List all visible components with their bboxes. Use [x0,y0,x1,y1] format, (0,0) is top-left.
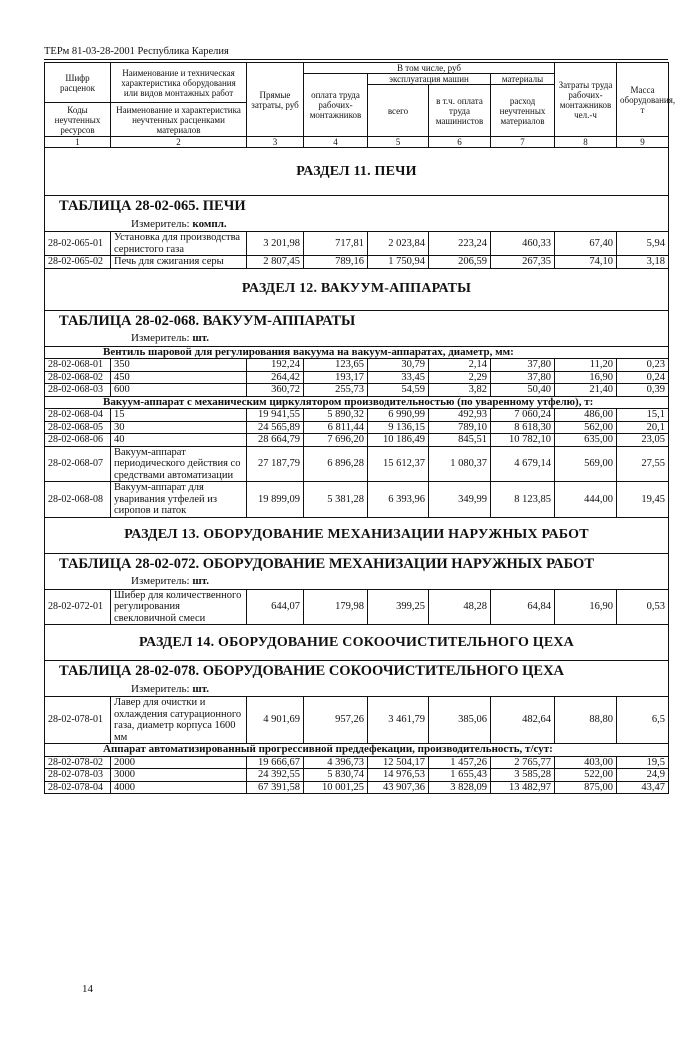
cell-materials: 7 060,24 [491,409,555,422]
cell-machines: 6 393,96 [368,482,429,518]
cell-description: 2000 [111,756,247,769]
cell-machines: 43 907,36 [368,781,429,794]
cell-direct: 19 899,09 [247,482,304,518]
cell-machines: 9 136,15 [368,421,429,434]
cell-mass: 20,1 [617,421,669,434]
subheader-row [45,744,669,757]
cell-materials: 8 123,85 [491,482,555,518]
cell-mass: 6,5 [617,697,669,744]
cell-materials: 2 765,77 [491,756,555,769]
cell-labor: 7 696,20 [304,434,368,447]
table-row [45,384,669,397]
cell-driver: 1 457,26 [429,756,491,769]
cell-direct: 67 391,58 [247,781,304,794]
cell-mass: 27,55 [617,446,669,482]
cell-labor: 5 830,74 [304,769,368,782]
col-header-driver: в т.ч. оплата труда машинистов [429,85,491,137]
cell-code: 28-02-068-08 [45,482,111,518]
col-number-9: 9 [617,137,669,148]
cell-direct: 192,24 [247,359,304,372]
unit-row [45,332,669,346]
subheader-row [45,346,669,359]
section-title: РАЗДЕЛ 11. ПЕЧИ [45,148,669,196]
cell-labor: 789,16 [304,256,368,269]
unit-value: шт. [192,332,209,344]
col-header-total: всего [368,85,429,137]
cell-code: 28-02-068-01 [45,359,111,372]
table-row [45,769,669,782]
cell-hours: 635,00 [555,434,617,447]
cell-materials: 50,40 [491,384,555,397]
cell-description: Шибер для количественного регулирования свекловичной смеси [111,589,247,625]
col-header-incl: В том числе, руб [304,63,555,74]
cell-materials: 3 585,28 [491,769,555,782]
cell-description: 600 [111,384,247,397]
unit-value: шт. [192,682,209,695]
subheader-row [45,396,669,409]
cell-machines: 1 750,94 [368,256,429,269]
cell-machines: 2 023,84 [368,232,429,256]
cell-hours: 444,00 [555,482,617,518]
cell-code: 28-02-068-03 [45,384,111,397]
col-number-5: 5 [368,137,429,148]
cell-direct: 264,42 [247,371,304,384]
col-header-materials: материалы [491,74,555,85]
table-title: ТАБЛИЦА 28-02-065. ПЕЧИ [45,196,669,218]
cell-driver: 492,93 [429,409,491,422]
cell-code: 28-02-068-06 [45,434,111,447]
col-header-mass: Масса оборудования, т [617,63,669,137]
col-header-unaccounted: расход неучтенных материалов [491,85,555,137]
cell-direct: 19 666,67 [247,756,304,769]
cell-hours: 21,40 [555,384,617,397]
cell-labor: 5 890,32 [304,409,368,422]
cell-materials: 10 782,10 [491,434,555,447]
cell-driver: 385,06 [429,697,491,744]
cell-hours: 562,00 [555,421,617,434]
table-row [45,756,669,769]
unit-label: Измеритель: [131,575,190,587]
col-number-1: 1 [45,137,111,148]
cell-code: 28-02-068-07 [45,446,111,482]
group-subheader: Вакуум-аппарат с механическим циркулятором производительностью (по уваренному утфелю), т: [45,396,669,409]
col-number-4: 4 [304,137,368,148]
cell-mass: 23,05 [617,434,669,447]
table-row [45,434,669,447]
cell-machines: 399,25 [368,589,429,625]
cell-hours: 88,80 [555,697,617,744]
table-title-row [45,661,669,683]
cell-driver: 1 655,43 [429,769,491,782]
table-row [45,589,669,625]
cell-code: 28-02-078-01 [45,697,111,744]
cell-driver: 48,28 [429,589,491,625]
cell-materials: 482,64 [491,697,555,744]
cell-description: Печь для сжигания серы [111,256,247,269]
cell-machines: 30,79 [368,359,429,372]
cell-machines: 12 504,17 [368,756,429,769]
cell-driver: 2,14 [429,359,491,372]
cell-description: 15 [111,409,247,422]
cell-description: 450 [111,371,247,384]
cell-direct: 4 901,69 [247,697,304,744]
col-number-8: 8 [555,137,617,148]
cell-mass: 0,23 [617,359,669,372]
cell-materials: 13 482,97 [491,781,555,794]
cell-hours: 67,40 [555,232,617,256]
cell-description: 40 [111,434,247,447]
table-row [45,409,669,422]
cell-mass: 43,47 [617,781,669,794]
cell-labor: 4 396,73 [304,756,368,769]
col-header-labor: оплата труда рабочих-монтажников [304,74,368,137]
cell-materials: 267,35 [491,256,555,269]
col-number-6: 6 [429,137,491,148]
cell-hours: 74,10 [555,256,617,269]
section-row [45,625,669,661]
col-header-name: Наименование и техническая характеристика оборудования или видов монтажных работ [111,63,247,103]
cell-hours: 522,00 [555,769,617,782]
table-title: ТАБЛИЦА 28-02-078. ОБОРУДОВАНИЕ СОКООЧИСТИТЕЛЬНОГО ЦЕХА [45,661,669,683]
cell-labor: 255,73 [304,384,368,397]
norm-table-body [45,148,669,794]
cell-mass: 3,18 [617,256,669,269]
unit-label: Измеритель: [131,332,190,344]
unit-line [45,575,669,589]
col-number-3: 3 [247,137,304,148]
unit-row [45,575,669,589]
cell-code: 28-02-078-03 [45,769,111,782]
cell-machines: 33,45 [368,371,429,384]
group-subheader: Вентиль шаровой для регулирования вакуума на вакуум-аппаратах, диаметр, мм: [45,346,669,359]
cell-code: 28-02-068-02 [45,371,111,384]
cell-description: 3000 [111,769,247,782]
cell-materials: 37,80 [491,371,555,384]
cell-direct: 27 187,79 [247,446,304,482]
unit-line [45,218,669,232]
unit-row [45,683,669,697]
cell-materials: 37,80 [491,359,555,372]
col-header-resource-name: Наименование и характеристика неучтенных расценками материалов [111,103,247,137]
cell-code: 28-02-065-02 [45,256,111,269]
table-row [45,371,669,384]
norm-table [44,62,676,794]
cell-mass: 24,9 [617,769,669,782]
col-header-machines: эксплуатация машин [368,74,491,85]
cell-code: 28-02-065-01 [45,232,111,256]
section-row [45,268,669,310]
cell-description: Вакуум-аппарат для уваривания утфелей из сиропов и паток [111,482,247,518]
cell-hours: 569,00 [555,446,617,482]
cell-description: Вакуум-аппарат периодического действия со средствами автоматизации [111,446,247,482]
cell-labor: 5 381,28 [304,482,368,518]
cell-materials: 460,33 [491,232,555,256]
cell-labor: 10 001,25 [304,781,368,794]
cell-driver: 1 080,37 [429,446,491,482]
table-title: ТАБЛИЦА 28-02-072. ОБОРУДОВАНИЕ МЕХАНИЗАЦИИ НАРУЖНЫХ РАБОТ [45,553,669,575]
cell-direct: 19 941,55 [247,409,304,422]
cell-hours: 403,00 [555,756,617,769]
cell-direct: 2 807,45 [247,256,304,269]
cell-mass: 0,24 [617,371,669,384]
cell-description: 4000 [111,781,247,794]
cell-materials: 4 679,14 [491,446,555,482]
cell-code: 28-02-078-04 [45,781,111,794]
cell-materials: 8 618,30 [491,421,555,434]
document-header: ТЕРм 81-03-28-2001 Республика Карелия [44,46,668,60]
group-subheader: Аппарат автоматизированный прогрессивной преддефекации, производительность, т/сут: [45,744,669,757]
cell-driver: 2,29 [429,371,491,384]
col-number-7: 7 [491,137,555,148]
col-header-resource-codes: Коды неучтенных ресурсов [45,103,111,137]
cell-driver: 789,10 [429,421,491,434]
unit-label: Измеритель: [131,682,190,695]
cell-machines: 10 186,49 [368,434,429,447]
cell-description: Установка для производства сернистого газа [111,232,247,256]
unit-value: компл. [192,217,227,230]
cell-machines: 14 976,53 [368,769,429,782]
col-header-labor-cost: Затраты труда рабочих-монтажников чел.-ч [555,63,617,137]
cell-hours: 16,90 [555,371,617,384]
cell-hours: 486,00 [555,409,617,422]
cell-direct: 360,72 [247,384,304,397]
section-title: РАЗДЕЛ 12. ВАКУУМ-АППАРАТЫ [45,268,669,310]
table-title-row [45,310,669,332]
cell-description: 30 [111,421,247,434]
cell-machines: 54,59 [368,384,429,397]
cell-hours: 16,90 [555,589,617,625]
cell-description: Лавер для очистки и охлаждения сатурационного газа, диаметр корпуса 1600 мм [111,697,247,744]
section-row [45,148,669,196]
table-row [45,232,669,256]
section-title: РАЗДЕЛ 13. ОБОРУДОВАНИЕ МЕХАНИЗАЦИИ НАРУЖНЫХ РАБОТ [45,517,669,553]
cell-code: 28-02-072-01 [45,589,111,625]
cell-machines: 15 612,37 [368,446,429,482]
table-row [45,359,669,372]
cell-direct: 24 565,89 [247,421,304,434]
table-row [45,482,669,518]
table-title-row [45,196,669,218]
cell-machines: 6 990,99 [368,409,429,422]
section-row [45,517,669,553]
cell-driver: 349,99 [429,482,491,518]
table-title: ТАБЛИЦА 28-02-068. ВАКУУМ-АППАРАТЫ [45,310,669,332]
col-number-2: 2 [111,137,247,148]
unit-row [45,218,669,232]
col-header-direct: Прямые затраты, руб [247,63,304,137]
cell-mass: 15,1 [617,409,669,422]
unit-label: Измеритель: [131,217,190,230]
cell-mass: 0,39 [617,384,669,397]
cell-direct: 24 392,55 [247,769,304,782]
cell-hours: 875,00 [555,781,617,794]
unit-line [45,332,669,346]
cell-code: 28-02-068-04 [45,409,111,422]
table-row [45,446,669,482]
cell-direct: 644,07 [247,589,304,625]
cell-driver: 3 828,09 [429,781,491,794]
cell-direct: 3 201,98 [247,232,304,256]
cell-labor: 193,17 [304,371,368,384]
cell-description: 350 [111,359,247,372]
unit-value: шт. [192,575,209,587]
cell-materials: 64,84 [491,589,555,625]
unit-line [45,683,669,697]
cell-driver: 223,24 [429,232,491,256]
cell-code: 28-02-078-02 [45,756,111,769]
cell-mass: 0,53 [617,589,669,625]
table-row [45,256,669,269]
page-number: 14 [82,983,93,995]
cell-labor: 6 896,28 [304,446,368,482]
cell-labor: 717,81 [304,232,368,256]
col-header-code: Шифр расценок [45,63,111,103]
cell-code: 28-02-068-05 [45,421,111,434]
cell-labor: 179,98 [304,589,368,625]
cell-driver: 845,51 [429,434,491,447]
cell-driver: 3,82 [429,384,491,397]
section-title: РАЗДЕЛ 14. ОБОРУДОВАНИЕ СОКООЧИСТИТЕЛЬНОГО ЦЕХА [45,625,669,661]
cell-machines: 3 461,79 [368,697,429,744]
cell-mass: 5,94 [617,232,669,256]
table-title-row [45,553,669,575]
table-row [45,697,669,744]
cell-mass: 19,45 [617,482,669,518]
table-row [45,781,669,794]
cell-direct: 28 664,79 [247,434,304,447]
cell-mass: 19,5 [617,756,669,769]
cell-hours: 11,20 [555,359,617,372]
cell-labor: 957,26 [304,697,368,744]
table-row [45,421,669,434]
cell-driver: 206,59 [429,256,491,269]
cell-labor: 6 811,44 [304,421,368,434]
cell-labor: 123,65 [304,359,368,372]
